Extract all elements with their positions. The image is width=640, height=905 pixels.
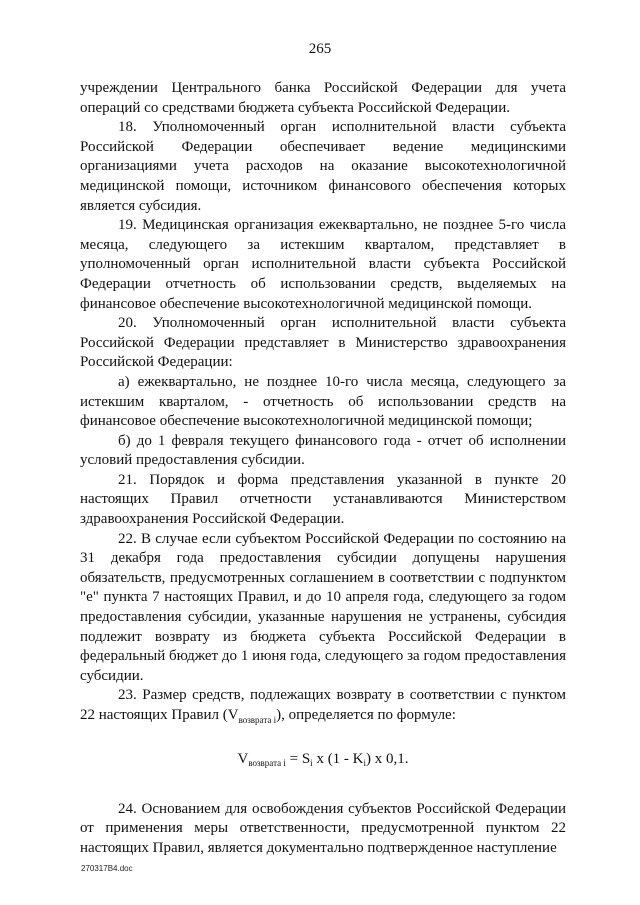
paragraph-22: 22. В случае если субъектом Российской Федерации по состоянию на 31 декабря года предоставления субсидии допущены нарушения обязательств, предусмотренных соглашением в соответствии с подпунктом "е" пункта 7 настоящих Правил, и до 10 апреля года, следующего за годом предоставления субсидии, указанные нарушения не устранены, субсидия подлежит возврату из бюджета субъекта Российской Федерации в федеральный бюджет до 1 июня года, следующего за годом предоставления субсидии. xyxy=(80,530,566,684)
paragraph-23 xyxy=(80,686,566,730)
paragraph-21: 21. Порядок и форма представления указанной в пункте 20 настоящих Правил отчетности устанавливаются Министерством здравоохранения Российской Федерации. xyxy=(80,471,566,528)
paragraph-20b: б) до 1 февраля текущего финансового года - отчет об исполнении условий предоставления субсидии. xyxy=(80,432,566,469)
paragraph-continuation: учреждении Центрального банка Российской Федерации для учета операций со средствами бюджета субъекта Российской Федерации. xyxy=(80,80,566,116)
page-number: 265 xyxy=(308,41,332,57)
formula-s-subscript: i xyxy=(310,757,313,768)
formula-tail: ) x 0,1. xyxy=(366,750,409,767)
paragraph-18: 18. Уполномоченный орган исполнительной власти субъекта Российской Федерации обеспечивает ведение медицинскими организациями учета расходов на оказание высокотехнологичной медицинской помощи, источником финансового обеспечения которых является субсидия. xyxy=(80,119,566,214)
paragraph-20a: а) ежеквартально, не позднее 10-го числа месяца, следующего за истекшим кварталом, - отчетность об использовании средств на финансовое обеспечение высокотехнологичной медицинской помощи; xyxy=(80,373,566,430)
document-body xyxy=(80,79,566,858)
formula-equals-s: = S xyxy=(285,750,311,767)
paragraph-20: 20. Уполномоченный орган исполнительной власти субъекта Российской Федерации представляет в Министерство здравоохранения Российской Федерации: xyxy=(80,315,566,371)
formula-v-subscript: возврата i xyxy=(248,757,286,768)
paragraph-23-subscript: возврата i xyxy=(238,715,277,725)
formula-middle: x (1 - K xyxy=(312,750,364,767)
formula xyxy=(80,749,566,773)
paragraph-23-text-start: 23. Размер средств, подлежащих возврату в соответствии с пунктом 22 настоящих Правил (V xyxy=(80,687,566,723)
formula-v: V xyxy=(237,750,249,767)
paragraph-23-text-end: ), определяется по формуле: xyxy=(276,707,456,723)
footer-filename: 270317В4.doc xyxy=(81,864,133,873)
paragraph-24: 24. Основанием для освобождения субъектов Российской Федерации от применения меры ответственности, предусмотренной пунктом 22 настоящих Правил, является документально подтвержденное наступление xyxy=(80,800,566,856)
formula-k-subscript: i xyxy=(363,757,367,768)
paragraph-19: 19. Медицинская организация ежеквартально, не позднее 5-го числа месяца, следующего за истекшим кварталом, представляет в уполномоченный орган исполнительной власти субъекта Российской Федерации отчетность об использовании средств, выделяемых на финансовое обеспечение высокотехнологичной медицинской помощи. xyxy=(80,217,566,312)
